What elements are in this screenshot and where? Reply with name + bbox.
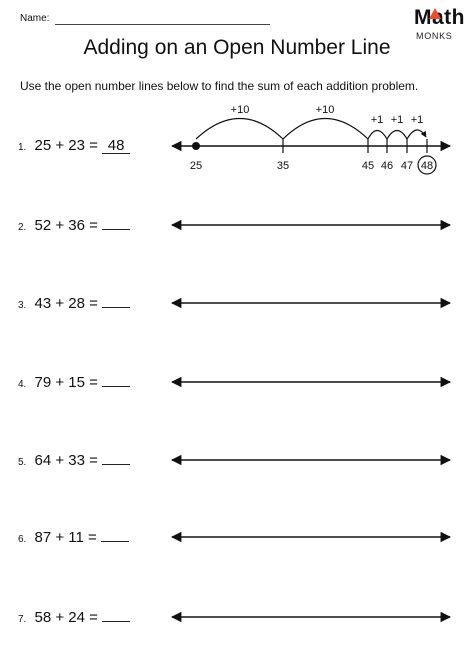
tick-label: 46 [380, 160, 394, 172]
jump-arc [283, 119, 368, 140]
page-title: Adding on an Open Number Line [83, 36, 391, 59]
jump-label: +10 [230, 104, 250, 116]
logo-word-math: Math [414, 6, 465, 29]
problem-expression: 58 + 24 = [34, 609, 98, 626]
problem-number: 2. [18, 222, 27, 233]
start-point [192, 142, 200, 150]
problem-expression: 87 + 11 = [34, 529, 97, 546]
jump-arc [368, 131, 387, 140]
problem-expression: 25 + 23 = [34, 137, 98, 154]
problem-expression: 79 + 15 = [34, 374, 98, 391]
jump-label: +10 [315, 104, 335, 116]
problem-number: 4. [18, 379, 27, 390]
jump-arc [407, 130, 426, 139]
problem-number: 1. [18, 142, 27, 153]
tick-label: 47 [400, 160, 414, 172]
instructions: Use the open number lines below to find the sum of each addition problem. [20, 79, 419, 93]
tick-label: 35 [276, 160, 290, 172]
tick-label: 45 [361, 160, 375, 172]
jump-arc [387, 131, 407, 140]
problem-number: 7. [18, 614, 27, 625]
jump-label: +1 [390, 114, 404, 126]
problem-expression: 43 + 28 = [34, 295, 98, 312]
example-number-line [172, 104, 450, 174]
jump-label: +1 [370, 114, 384, 126]
tick-label: 25 [189, 160, 203, 172]
jump-label: +1 [410, 114, 424, 126]
problem-number: 5. [18, 457, 27, 468]
problem-expression: 52 + 36 = [34, 217, 98, 234]
logo-word-monks: MONKS [416, 31, 453, 41]
answer-tick-label: 48 [420, 160, 434, 172]
problem-expression: 64 + 33 = [34, 452, 98, 469]
jump-arc [196, 119, 283, 140]
problem-number: 3. [18, 300, 27, 311]
problem-number: 6. [18, 534, 27, 545]
name-label: Name: [20, 13, 50, 24]
answer-blank[interactable]: 48 [102, 139, 130, 154]
